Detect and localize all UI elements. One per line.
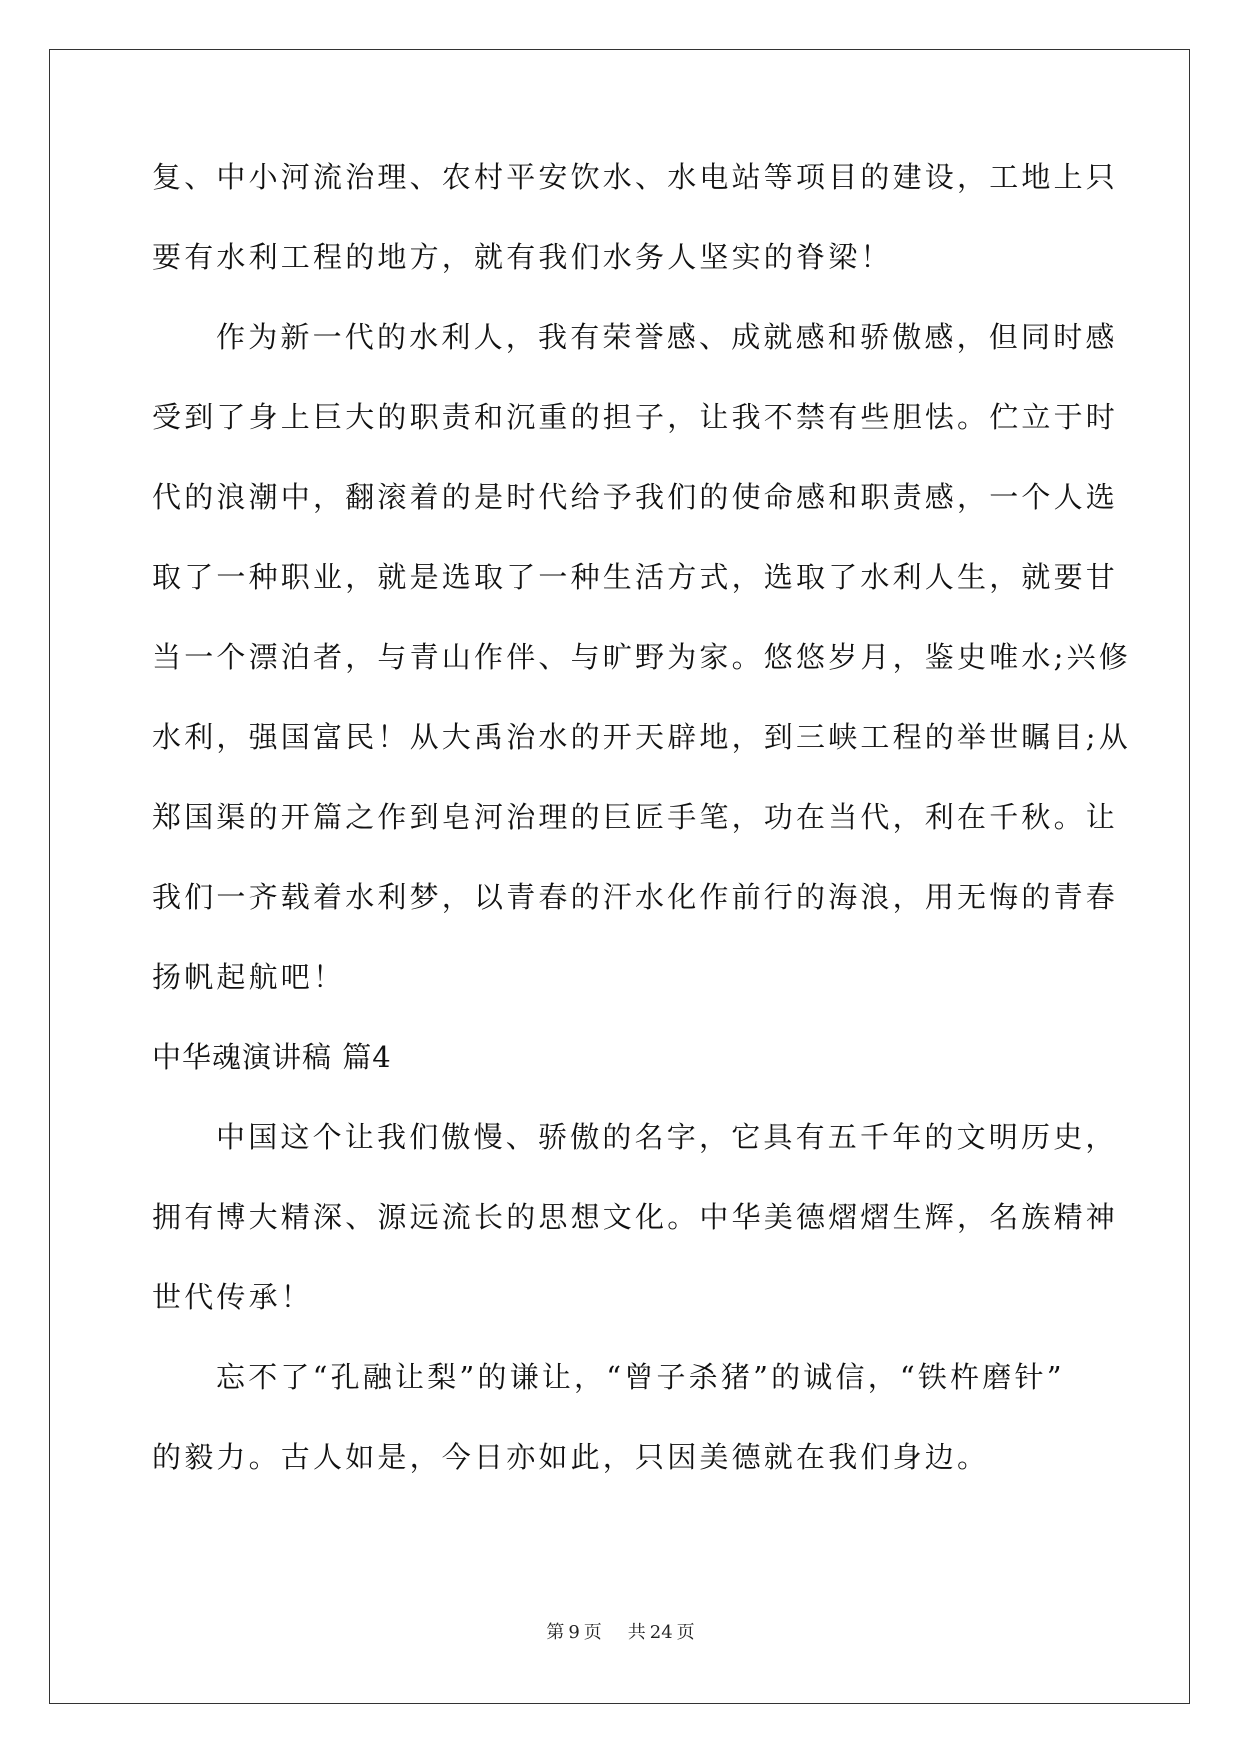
text-line: 复、中小河流治理、农村平安饮水、水电站等项目的建设，工地上只 <box>152 160 1119 194</box>
paragraph-start: 忘不了“孔融让梨”的谦让，“曾子杀猪”的诚信，“铁杵磨针” <box>216 1360 1065 1394</box>
total-prefix: 共 <box>627 1622 646 1643</box>
text-line: 我们一齐载着水利梦，以青春的汗水化作前行的海浪，用无悔的青春 <box>152 880 1119 914</box>
page-number: 9 <box>568 1622 580 1643</box>
page-suffix: 页 <box>583 1622 602 1643</box>
text-line: 的毅力。古人如是，今日亦如此，只因美德就在我们身边。 <box>152 1440 990 1474</box>
text-line: 郑国渠的开篇之作到皂河治理的巨匠手笔，功在当代，利在千秋。让 <box>152 800 1119 834</box>
text-line: 要有水利工程的地方，就有我们水务人坚实的脊梁！ <box>152 240 893 274</box>
text-line: 扬帆起航吧！ <box>152 960 346 994</box>
document-body <box>152 160 1131 1522</box>
text-line: 拥有博大精深、源远流长的思想文化。中华美德熠熠生辉，名族精神 <box>152 1200 1119 1234</box>
page-footer <box>0 1618 1241 1644</box>
text-line: 当一个漂泊者，与青山作伴、与旷野为家。悠悠岁月，鉴史唯水;兴修 <box>152 640 1131 674</box>
text-line: 水利，强国富民！从大禹治水的开天辟地，到三峡工程的举世瞩目;从 <box>152 720 1131 754</box>
text-line: 受到了身上巨大的职责和沉重的担子，让我不禁有些胆怯。伫立于时 <box>152 400 1119 434</box>
text-line: 代的浪潮中，翻滚着的是时代给予我们的使命感和职责感，一个人选 <box>152 480 1119 514</box>
total-suffix: 页 <box>676 1622 695 1643</box>
paragraph-start: 中国这个让我们傲慢、骄傲的名字，它具有五千年的文明历史， <box>216 1120 1118 1154</box>
text-line: 世代传承！ <box>152 1280 314 1314</box>
text-line: 取了一种职业，就是选取了一种生活方式，选取了水利人生，就要甘 <box>152 560 1119 594</box>
section-heading: 中华魂演讲稿 篇4 <box>152 1040 392 1074</box>
page-prefix: 第 <box>546 1622 565 1643</box>
paragraph-start: 作为新一代的水利人，我有荣誉感、成就感和骄傲感，但同时感 <box>216 320 1118 354</box>
total-pages: 24 <box>649 1622 673 1643</box>
